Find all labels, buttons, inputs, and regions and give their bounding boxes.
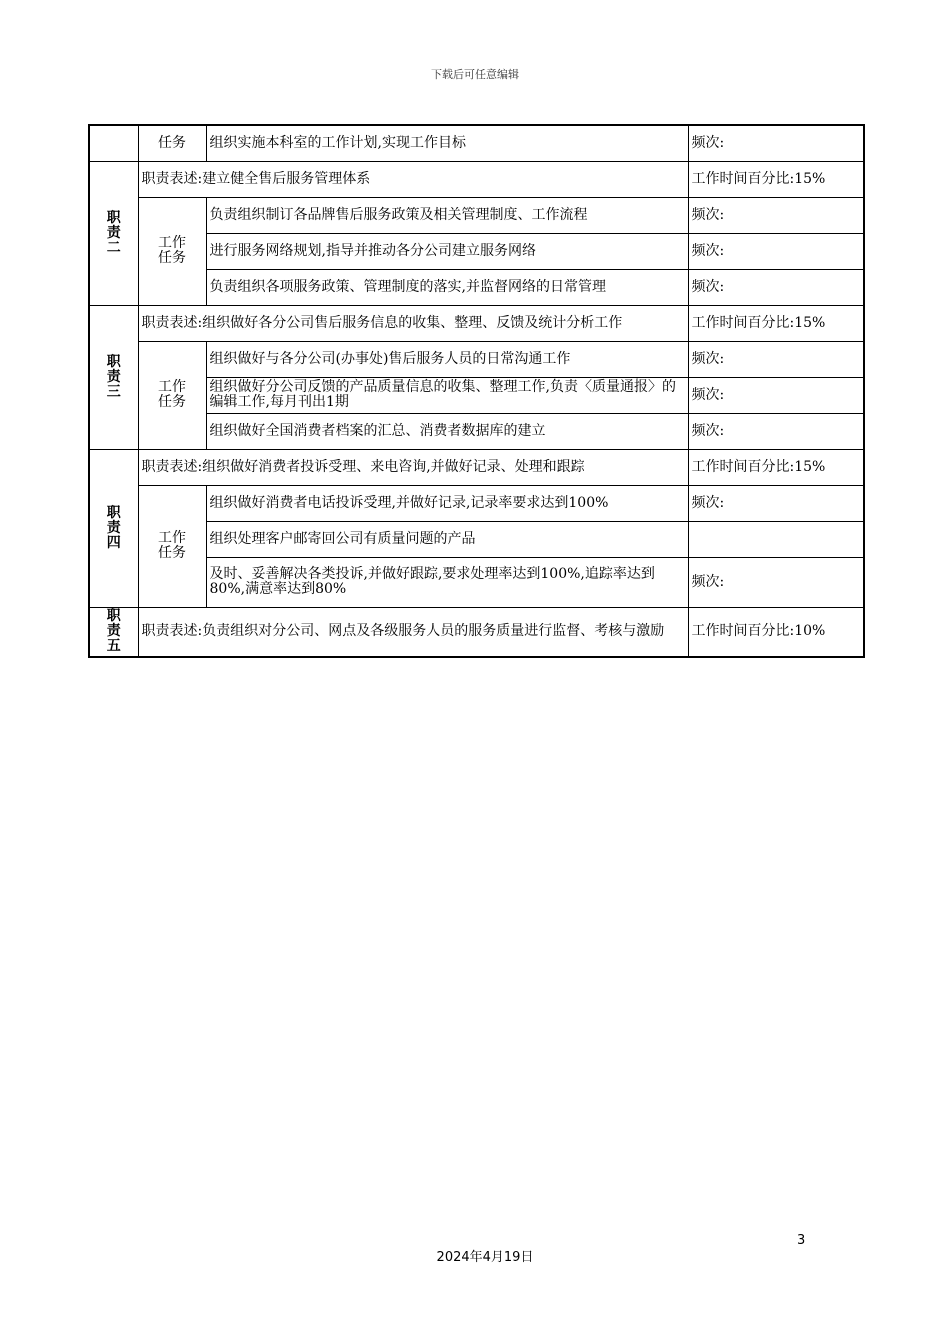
- duty-title-4: 职 责 四: [89, 449, 138, 607]
- table-row: [89, 557, 864, 607]
- frequency-cell-empty: [688, 521, 864, 557]
- table-row: [89, 341, 864, 377]
- table-row: [89, 125, 864, 161]
- work-task-label: 工作 任务: [138, 197, 206, 305]
- time-percentage-5: 工作时间百分比:10%: [688, 607, 864, 657]
- table-row: [89, 413, 864, 449]
- task-text: 进行服务网络规划,指导并推动各分公司建立服务网络: [206, 233, 688, 269]
- task-text: 及时、妥善解决各类投诉,并做好跟踪,要求处理率达到100%,追踪率达到80%,满意率达到80%: [206, 557, 688, 607]
- header-note: 下载后可任意编辑: [431, 68, 519, 81]
- table-row: [89, 607, 864, 657]
- table-row: [89, 521, 864, 557]
- time-percentage-2: 工作时间百分比:15%: [688, 161, 864, 197]
- task-text: 组织处理客户邮寄回公司有质量问题的产品: [206, 521, 688, 557]
- task-label: 任务: [138, 125, 206, 161]
- table-row: [89, 269, 864, 305]
- duty-statement-5: 职责表述:负责组织对分公司、网点及各级服务人员的服务质量进行监督、考核与激励: [138, 607, 688, 657]
- page-number: 3: [797, 1233, 806, 1248]
- task-text: 组织实施本科室的工作计划,实现工作目标: [206, 125, 688, 161]
- task-text: 负责组织各项服务政策、管理制度的落实,并监督网络的日常管理: [206, 269, 688, 305]
- table-row: [89, 305, 864, 341]
- task-text: 负责组织制订各品牌售后服务政策及相关管理制度、工作流程: [206, 197, 688, 233]
- duty-head-blank: [89, 125, 138, 161]
- duty-statement-3: 职责表述:组织做好各分公司售后服务信息的收集、整理、反馈及统计分析工作: [138, 305, 688, 341]
- duty-table: [88, 124, 865, 658]
- frequency-cell: 频次:: [688, 377, 864, 413]
- task-text: 组织做好消费者电话投诉受理,并做好记录,记录率要求达到100%: [206, 485, 688, 521]
- work-task-label: 工作 任务: [138, 341, 206, 449]
- frequency-cell: 频次:: [688, 269, 864, 305]
- frequency-cell: 频次:: [688, 485, 864, 521]
- duty-statement-2: 职责表述:建立健全售后服务管理体系: [138, 161, 688, 197]
- frequency-cell: 频次:: [688, 233, 864, 269]
- duty-title-5: 职 责 五: [89, 607, 138, 657]
- table-row: [89, 449, 864, 485]
- task-text: 组织做好全国消费者档案的汇总、消费者数据库的建立: [206, 413, 688, 449]
- table-row: [89, 233, 864, 269]
- table-row: [89, 377, 864, 413]
- table-row: [89, 197, 864, 233]
- frequency-cell: 频次:: [688, 413, 864, 449]
- table-row: [89, 485, 864, 521]
- frequency-cell: 频次:: [688, 197, 864, 233]
- duty-title-2: 职 责 二: [89, 161, 138, 305]
- table-row: [89, 161, 864, 197]
- work-task-label: 工作 任务: [138, 485, 206, 607]
- duty-statement-4: 职责表述:组织做好消费者投诉受理、来电咨询,并做好记录、处理和跟踪: [138, 449, 688, 485]
- frequency-cell: 频次:: [688, 125, 864, 161]
- task-text: 组织做好分公司反馈的产品质量信息的收集、整理工作,负责〈质量通报〉的编辑工作,每月刊出1期: [206, 377, 688, 413]
- duty-title-3: 职 责 三: [89, 305, 138, 449]
- time-percentage-3: 工作时间百分比:15%: [688, 305, 864, 341]
- frequency-cell: 频次:: [688, 557, 864, 607]
- page-date: 2024年4月19日: [436, 1250, 534, 1265]
- time-percentage-4: 工作时间百分比:15%: [688, 449, 864, 485]
- task-text: 组织做好与各分公司(办事处)售后服务人员的日常沟通工作: [206, 341, 688, 377]
- frequency-cell: 频次:: [688, 341, 864, 377]
